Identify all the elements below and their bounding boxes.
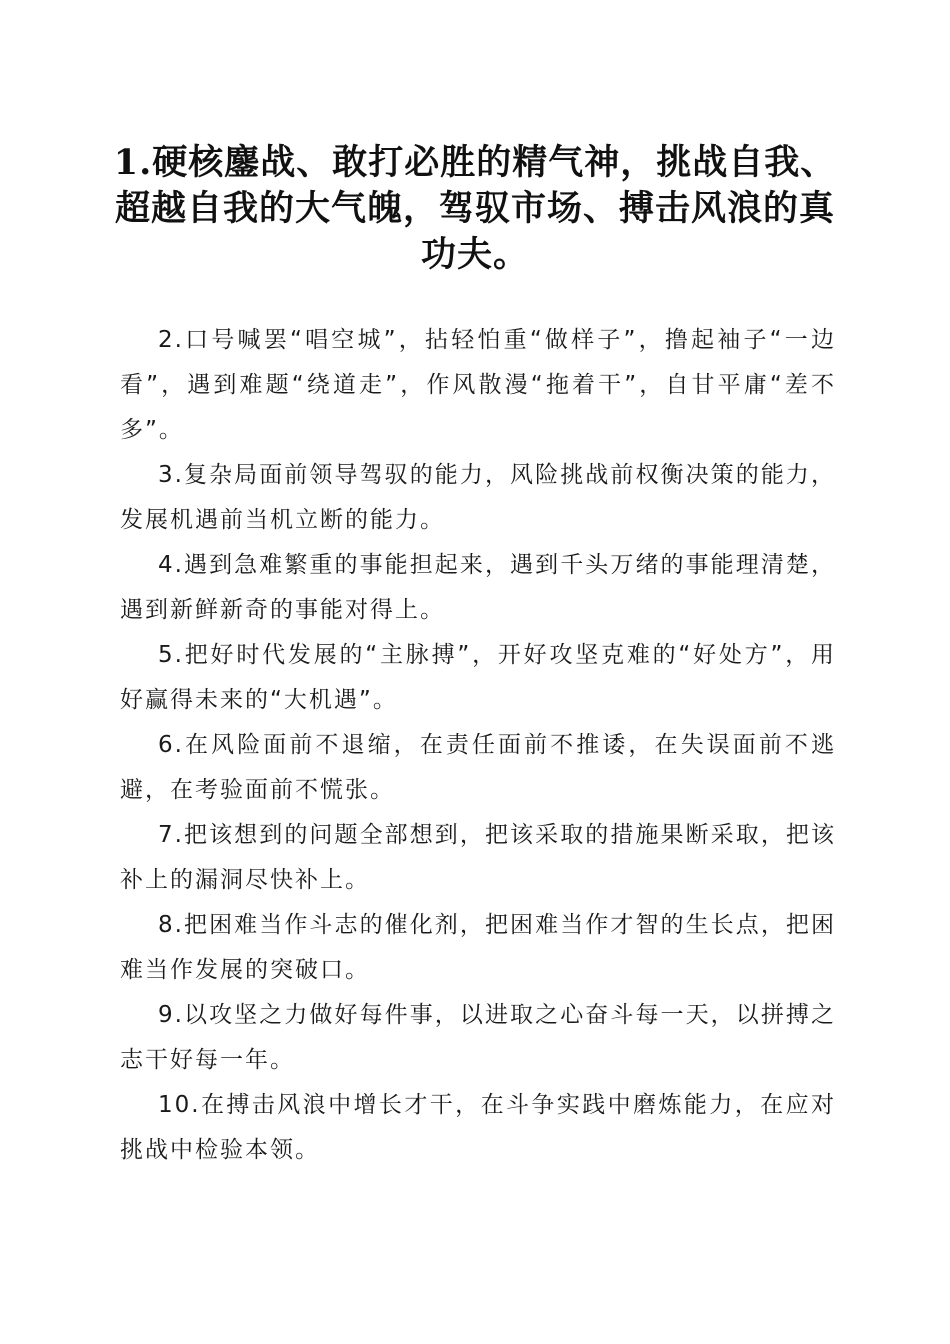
paragraph-3: 3.复杂局面前领导驾驭的能力，风险挑战前权衡决策的能力，发展机遇前当机立断的能力。	[120, 462, 836, 533]
document-title: 1.硬核鏖战、敢打必胜的精气神，挑战自我、超越自我的大气魄，驾驭市场、搏击风浪的真功夫。	[113, 142, 837, 275]
paragraph-4: 4.遇到急难繁重的事能担起来，遇到千头万绪的事能理清楚，遇到新鲜新奇的事能对得上。	[120, 552, 836, 623]
document-body	[120, 318, 836, 1173]
paragraph-7: 7.把该想到的问题全部想到，把该采取的措施果断采取，把该补上的漏洞尽快补上。	[120, 822, 836, 893]
paragraph-8: 8.把困难当作斗志的催化剂，把困难当作才智的生长点，把困难当作发展的突破口。	[120, 912, 836, 983]
paragraph-10: 10.在搏击风浪中增长才干，在斗争实践中磨炼能力，在应对挑战中检验本领。	[120, 1092, 836, 1163]
paragraph-5: 5.把好时代发展的“主脉搏”，开好攻坚克难的“好处方”，用好赢得未来的“大机遇”。	[120, 642, 836, 713]
paragraph-2: 2.口号喊罢“唱空城”，拈轻怕重“做样子”，撸起袖子“一边看”，遇到难题“绕道走”，作风散漫“拖着干”，自甘平庸“差不多”。	[120, 327, 836, 443]
paragraph-6: 6.在风险面前不退缩，在责任面前不推诿，在失误面前不逃避，在考验面前不慌张。	[120, 732, 836, 803]
paragraph-9: 9.以攻坚之力做好每件事，以进取之心奋斗每一天，以拼搏之志干好每一年。	[120, 1002, 836, 1073]
